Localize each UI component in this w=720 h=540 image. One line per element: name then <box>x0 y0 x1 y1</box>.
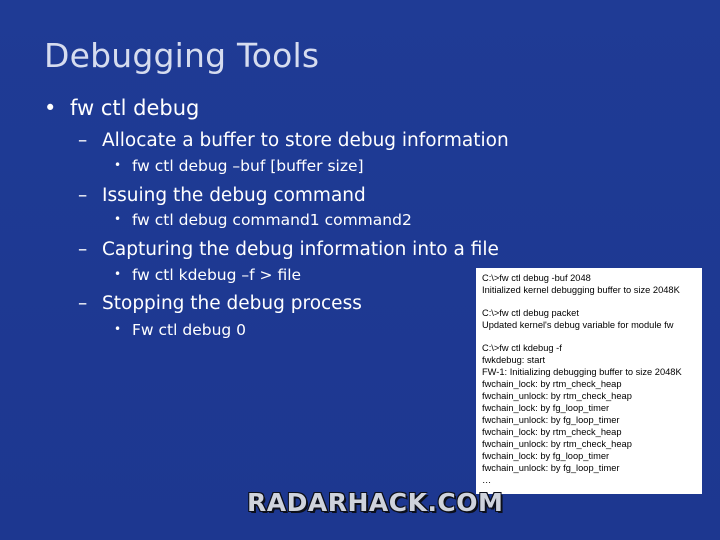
console-line: fwchain_lock: by rtm_check_heap <box>482 379 622 389</box>
console-line: fwkdebug: start <box>482 355 546 365</box>
watermark-logo: RADARHACK.COM <box>247 488 504 517</box>
sub-item-text: Capturing the debug information into a file <box>102 239 499 260</box>
console-line: fwchain_unlock: by fg_loop_timer <box>482 463 620 473</box>
bullet-item <box>44 96 199 120</box>
console-line: C:\>fw ctl kdebug -f <box>482 343 562 353</box>
sub-item <box>78 239 499 260</box>
sub-item <box>78 293 362 314</box>
slide-title: Debugging Tools <box>44 36 320 75</box>
bullet-marker: • <box>114 322 122 336</box>
sub-item <box>78 185 366 206</box>
sub-item-text: Issuing the debug command <box>102 185 366 206</box>
console-line: C:\>fw ctl debug packet <box>482 308 579 318</box>
console-line: Updated kernel's debug variable for module fw <box>482 320 674 330</box>
console-line: fwchain_lock: by rtm_check_heap <box>482 427 622 437</box>
command-text: fw ctl debug –buf [buffer size] <box>132 157 364 175</box>
dash-marker: – <box>78 239 88 260</box>
dash-marker: – <box>78 130 88 151</box>
sub-item <box>78 130 509 151</box>
console-line: fwchain_unlock: by rtm_check_heap <box>482 439 632 449</box>
console-line: Initialized kernel debugging buffer to size 2048K <box>482 285 680 295</box>
sub-item-text: Stopping the debug process <box>102 293 362 314</box>
console-line: fwchain_unlock: by rtm_check_heap <box>482 391 632 401</box>
console-line: fwchain_lock: by fg_loop_timer <box>482 451 610 461</box>
command-text: fw ctl debug command1 command2 <box>132 211 412 229</box>
console-line: FW-1: Initializing debugging buffer to size 2048K <box>482 367 682 377</box>
console-line: fwchain_unlock: by fg_loop_timer <box>482 415 620 425</box>
console-line: C:\>fw ctl debug -buf 2048 <box>482 273 591 283</box>
command-text: Fw ctl debug 0 <box>132 321 247 339</box>
console-output-box <box>476 268 702 494</box>
bullet-text: fw ctl debug <box>70 96 200 120</box>
bullet-marker: • <box>114 158 122 172</box>
command-item <box>114 211 412 229</box>
console-line: … <box>482 475 492 485</box>
sub-item-text: Allocate a buffer to store debug information <box>102 130 509 151</box>
dash-marker: – <box>78 185 88 206</box>
dash-marker: – <box>78 293 88 314</box>
command-item <box>114 157 364 175</box>
console-line: fwchain_lock: by fg_loop_timer <box>482 403 610 413</box>
command-text: fw ctl kdebug –f > file <box>132 266 302 284</box>
command-item <box>114 266 301 284</box>
bullet-marker: • <box>44 96 57 120</box>
command-item <box>114 321 246 339</box>
bullet-marker: • <box>114 267 122 281</box>
bullet-marker: • <box>114 212 122 226</box>
